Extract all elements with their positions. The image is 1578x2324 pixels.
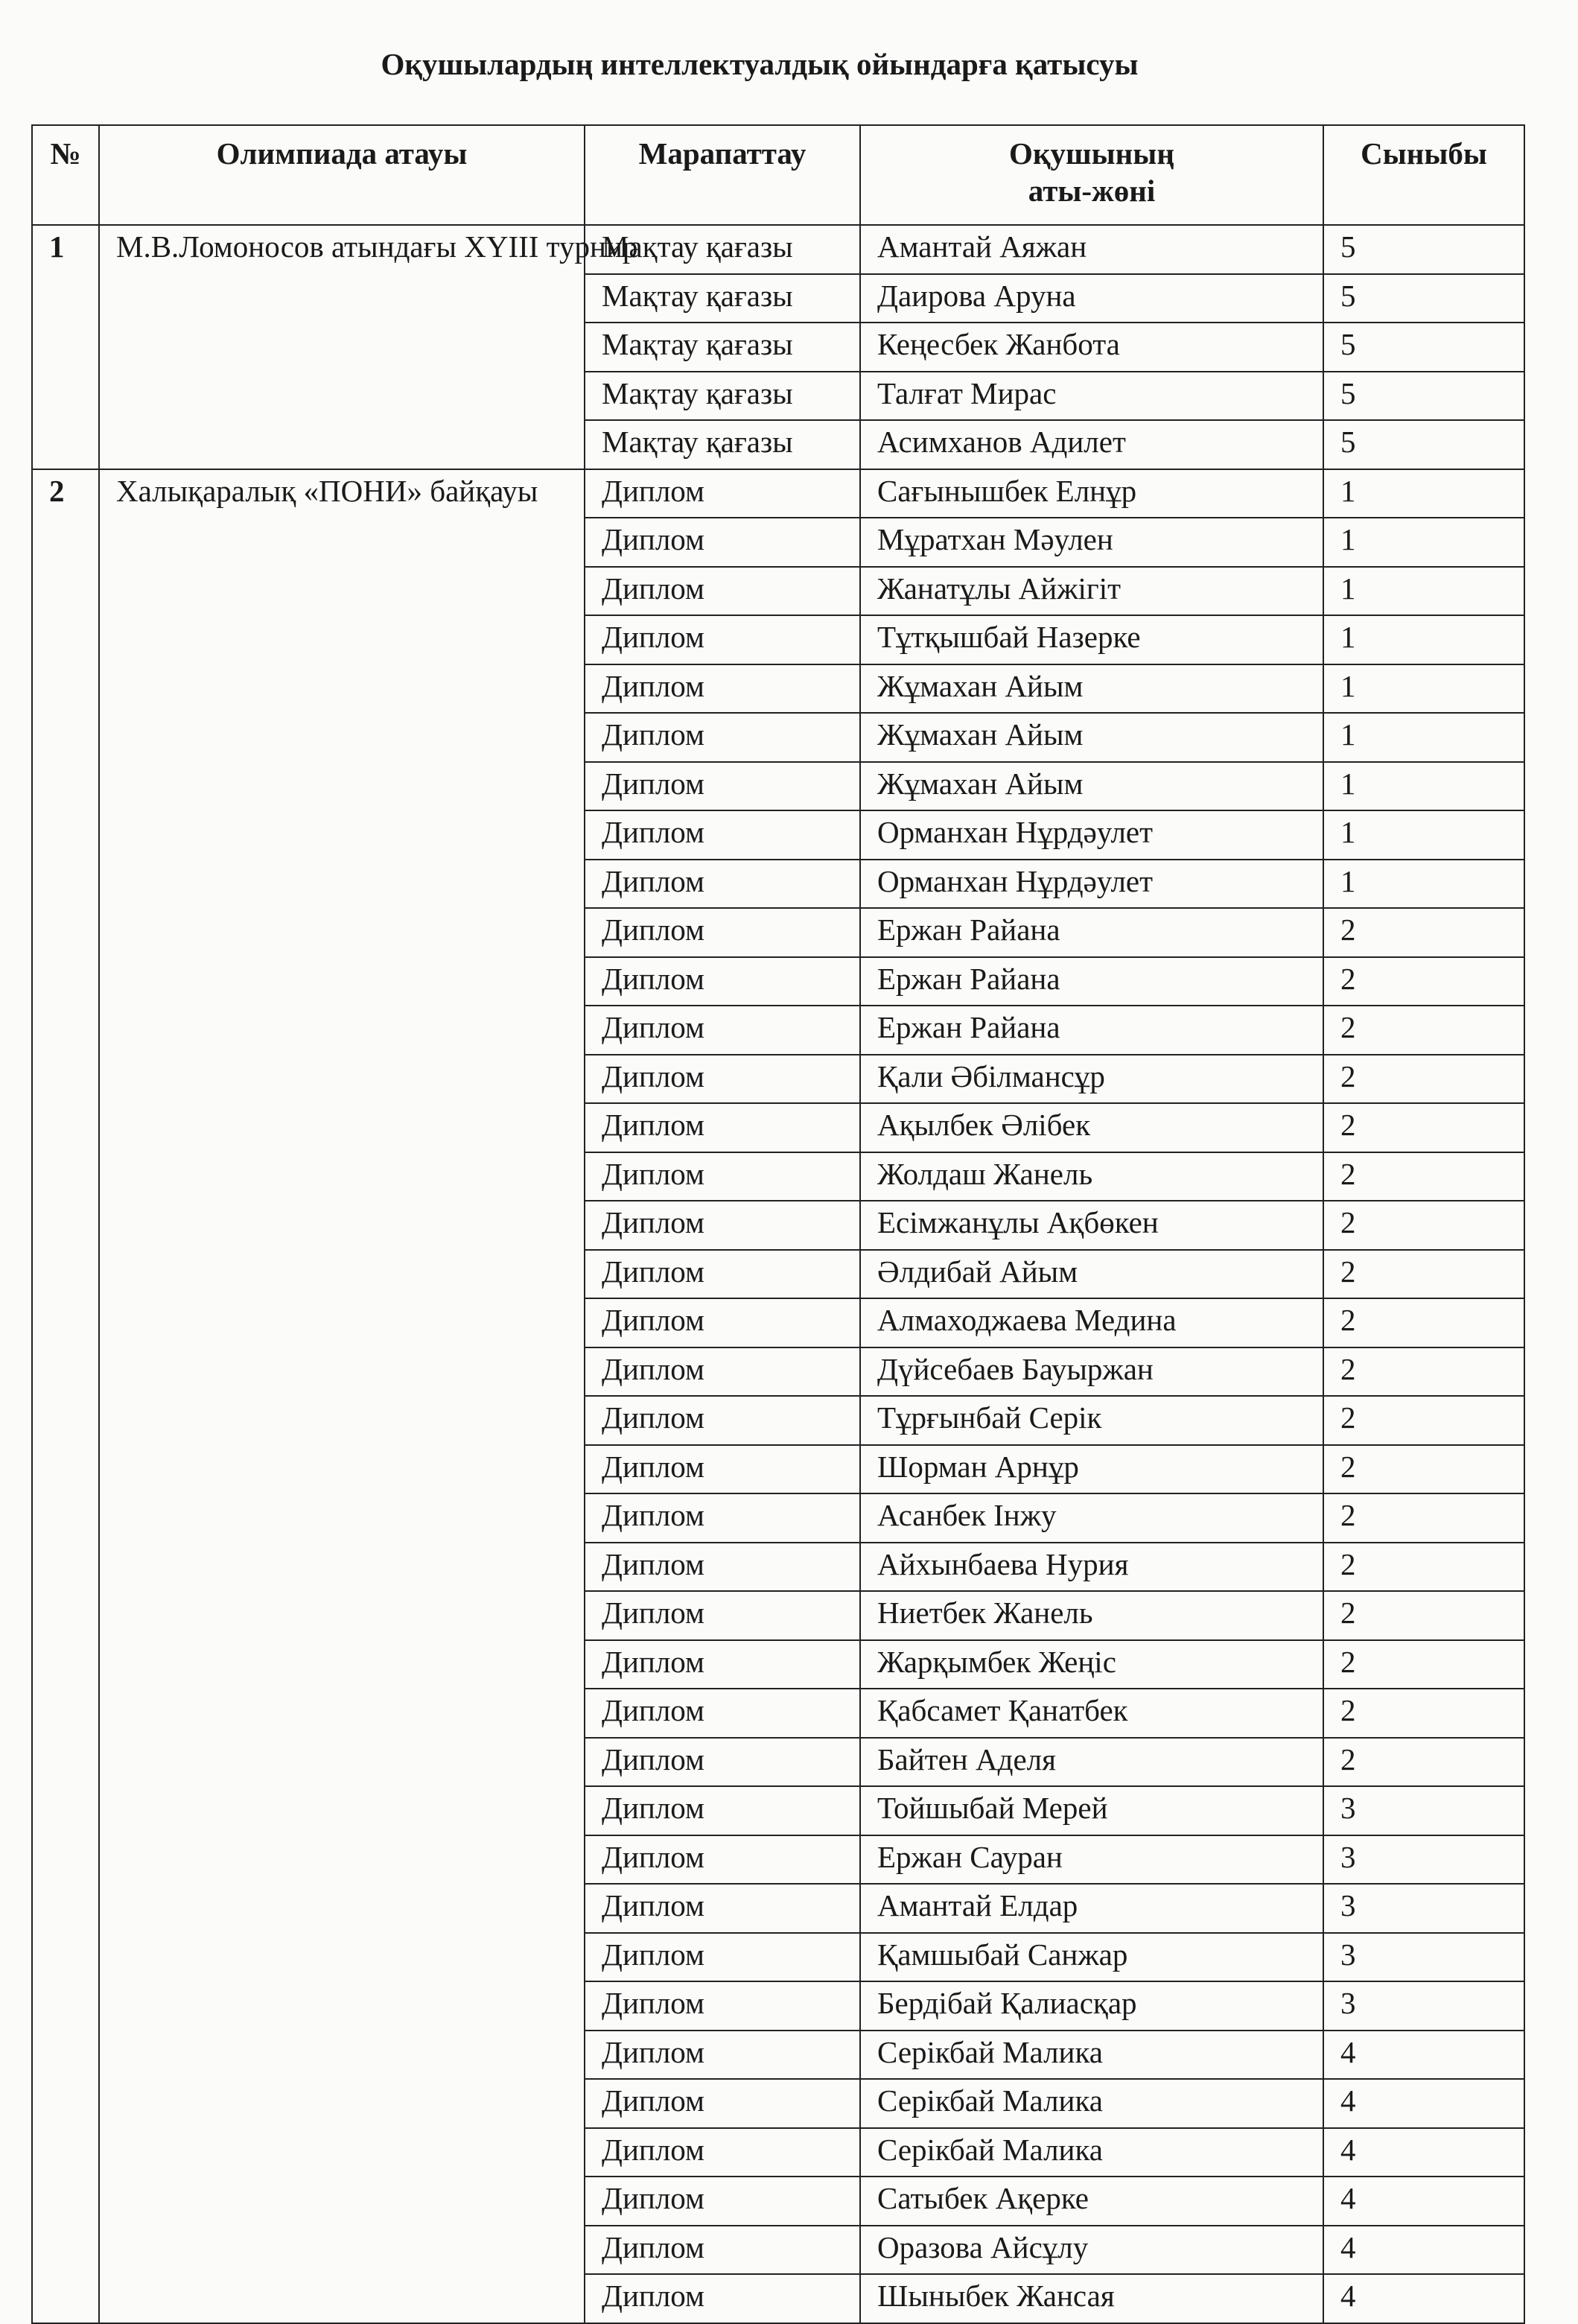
award-cell: Диплом <box>585 1981 860 2031</box>
header-grade: Сыныбы <box>1323 125 1524 225</box>
grade-cell: 2 <box>1323 1152 1524 1201</box>
grade-cell: 2 <box>1323 1298 1524 1347</box>
award-cell: Диплом <box>585 567 860 616</box>
award-cell: Диплом <box>585 1103 860 1152</box>
grade-cell: 3 <box>1323 1933 1524 1982</box>
grade-cell: 1 <box>1323 810 1524 860</box>
student-name-cell: Дүйсебаев Бауыржан <box>860 1347 1323 1397</box>
student-name-cell: Ақылбек Әлібек <box>860 1103 1323 1152</box>
award-cell: Диплом <box>585 1689 860 1738</box>
award-cell: Диплом <box>585 2079 860 2128</box>
header-number: № <box>32 125 99 225</box>
student-name-cell: Сағынышбек Елнұр <box>860 469 1323 518</box>
award-cell: Диплом <box>585 1835 860 1885</box>
student-name-cell: Талғат Мирас <box>860 372 1323 421</box>
grade-cell: 2 <box>1323 1445 1524 1494</box>
student-name-cell: Жұмахан Айым <box>860 713 1323 762</box>
award-cell: Диплом <box>585 1201 860 1250</box>
grade-cell: 3 <box>1323 1981 1524 2031</box>
student-name-cell: Кеңесбек Жанбота <box>860 323 1323 372</box>
grade-cell: 4 <box>1323 2128 1524 2177</box>
student-name-cell: Шорман Арнұр <box>860 1445 1323 1494</box>
student-name-cell: Сатыбек Ақерке <box>860 2177 1323 2226</box>
grade-cell: 2 <box>1323 1347 1524 1397</box>
grade-cell: 1 <box>1323 664 1524 714</box>
grade-cell: 2 <box>1323 1689 1524 1738</box>
student-name-cell: Ержан Сауран <box>860 1835 1323 1885</box>
award-cell: Диплом <box>585 2128 860 2177</box>
student-name-cell: Қали Әбілмансұр <box>860 1055 1323 1104</box>
grade-cell: 3 <box>1323 1884 1524 1933</box>
award-cell: Диплом <box>585 1396 860 1445</box>
student-name-cell: Қамшыбай Санжар <box>860 1933 1323 1982</box>
grade-cell: 4 <box>1323 2226 1524 2275</box>
grade-cell: 2 <box>1323 1640 1524 1689</box>
grade-cell: 4 <box>1323 2274 1524 2323</box>
student-name-cell: Әлдибай Айым <box>860 1250 1323 1299</box>
student-name-cell: Асанбек Інжу <box>860 1493 1323 1543</box>
student-name-cell: Орманхан Нұрдәулет <box>860 860 1323 909</box>
header-student-name: Оқушының аты-жөні <box>860 125 1323 225</box>
grade-cell: 2 <box>1323 1103 1524 1152</box>
award-cell: Диплом <box>585 1493 860 1543</box>
header-olympiad: Олимпиада атауы <box>99 125 585 225</box>
award-cell: Диплом <box>585 713 860 762</box>
student-name-cell: Жанатұлы Айжігіт <box>860 567 1323 616</box>
award-cell: Диплом <box>585 1591 860 1640</box>
award-cell: Диплом <box>585 2177 860 2226</box>
award-cell: Диплом <box>585 469 860 518</box>
student-name-cell: Ниетбек Жанель <box>860 1591 1323 1640</box>
grade-cell: 4 <box>1323 2031 1524 2080</box>
student-name-cell: Амантай Елдар <box>860 1884 1323 1933</box>
award-cell: Диплом <box>585 1347 860 1397</box>
award-cell: Диплом <box>585 2226 860 2275</box>
award-cell: Диплом <box>585 1786 860 1835</box>
grade-cell: 1 <box>1323 567 1524 616</box>
grade-cell: 1 <box>1323 713 1524 762</box>
student-name-cell: Жарқымбек Жеңіс <box>860 1640 1323 1689</box>
grade-cell: 2 <box>1323 1543 1524 1592</box>
student-name-cell: Жұмахан Айым <box>860 762 1323 811</box>
award-cell: Диплом <box>585 1250 860 1299</box>
student-name-cell: Серікбай Малика <box>860 2128 1323 2177</box>
award-cell: Диплом <box>585 1884 860 1933</box>
grade-cell: 1 <box>1323 615 1524 664</box>
grade-cell: 2 <box>1323 1006 1524 1055</box>
olympiad-number: 1 <box>32 225 99 469</box>
student-name-cell: Мұратхан Мәулен <box>860 518 1323 567</box>
student-name-cell: Ержан Райана <box>860 1006 1323 1055</box>
student-name-cell: Жолдаш Жанель <box>860 1152 1323 1201</box>
student-name-cell: Тойшыбай Мерей <box>860 1786 1323 1835</box>
student-name-cell: Алмаходжаева Медина <box>860 1298 1323 1347</box>
award-cell: Диплом <box>585 1543 860 1592</box>
award-cell: Диплом <box>585 1152 860 1201</box>
table-row <box>32 225 1524 274</box>
award-cell: Мақтау қағазы <box>585 420 860 469</box>
award-cell: Диплом <box>585 1298 860 1347</box>
student-name-cell: Ержан Райана <box>860 908 1323 957</box>
student-name-cell: Оразова Айсұлу <box>860 2226 1323 2275</box>
award-cell: Диплом <box>585 1006 860 1055</box>
student-name-cell: Бердібай Қалиасқар <box>860 1981 1323 2031</box>
table-body <box>32 225 1524 2323</box>
grade-cell: 5 <box>1323 323 1524 372</box>
award-cell: Диплом <box>585 2031 860 2080</box>
student-name-cell: Байтен Аделя <box>860 1738 1323 1787</box>
student-name-cell: Ержан Райана <box>860 957 1323 1006</box>
award-cell: Диплом <box>585 2274 860 2323</box>
award-cell: Диплом <box>585 518 860 567</box>
grade-cell: 5 <box>1323 420 1524 469</box>
grade-cell: 2 <box>1323 1201 1524 1250</box>
grade-cell: 2 <box>1323 1738 1524 1787</box>
student-name-cell: Айхынбаева Нурия <box>860 1543 1323 1592</box>
award-cell: Диплом <box>585 664 860 714</box>
student-name-cell: Жұмахан Айым <box>860 664 1323 714</box>
grade-cell: 3 <box>1323 1786 1524 1835</box>
olympiad-results-table <box>31 124 1525 2324</box>
grade-cell: 2 <box>1323 908 1524 957</box>
olympiad-name: М.В.Ломоносов атындағы XYIII турнир <box>99 225 585 469</box>
award-cell: Диплом <box>585 810 860 860</box>
grade-cell: 1 <box>1323 762 1524 811</box>
award-cell: Диплом <box>585 1640 860 1689</box>
award-cell: Мақтау қағазы <box>585 372 860 421</box>
student-name-cell: Серікбай Малика <box>860 2079 1323 2128</box>
olympiad-name: Халықаралық «ПОНИ» байқауы <box>99 469 585 2323</box>
header-award: Марапаттау <box>585 125 860 225</box>
award-cell: Диплом <box>585 1445 860 1494</box>
header-row <box>32 125 1524 225</box>
award-cell: Мақтау қағазы <box>585 323 860 372</box>
award-cell: Диплом <box>585 908 860 957</box>
award-cell: Диплом <box>585 860 860 909</box>
award-cell: Диплом <box>585 1933 860 1982</box>
table-row <box>32 469 1524 518</box>
grade-cell: 2 <box>1323 1591 1524 1640</box>
award-cell: Мақтау қағазы <box>585 225 860 274</box>
student-name-cell: Асимханов Адилет <box>860 420 1323 469</box>
student-name-cell: Амантай Аяжан <box>860 225 1323 274</box>
student-name-cell: Шыныбек Жансая <box>860 2274 1323 2323</box>
student-name-cell: Тұтқышбай Назерке <box>860 615 1323 664</box>
grade-cell: 2 <box>1323 1493 1524 1543</box>
grade-cell: 2 <box>1323 1055 1524 1104</box>
award-cell: Диплом <box>585 957 860 1006</box>
award-cell: Мақтау қағазы <box>585 274 860 323</box>
grade-cell: 1 <box>1323 518 1524 567</box>
grade-cell: 3 <box>1323 1835 1524 1885</box>
grade-cell: 5 <box>1323 372 1524 421</box>
student-name-cell: Серікбай Малика <box>860 2031 1323 2080</box>
page-title: Оқушылардың интеллектуалдық ойындарға қатысуы <box>381 47 1139 81</box>
grade-cell: 2 <box>1323 1250 1524 1299</box>
grade-cell: 2 <box>1323 1396 1524 1445</box>
grade-cell: 1 <box>1323 469 1524 518</box>
grade-cell: 4 <box>1323 2177 1524 2226</box>
olympiad-number: 2 <box>32 469 99 2323</box>
student-name-cell: Есімжанұлы Ақбөкен <box>860 1201 1323 1250</box>
grade-cell: 1 <box>1323 860 1524 909</box>
student-name-cell: Орманхан Нұрдәулет <box>860 810 1323 860</box>
grade-cell: 5 <box>1323 274 1524 323</box>
grade-cell: 4 <box>1323 2079 1524 2128</box>
grade-cell: 2 <box>1323 957 1524 1006</box>
student-name-cell: Тұрғынбай Серік <box>860 1396 1323 1445</box>
student-name-cell: Қабсамет Қанатбек <box>860 1689 1323 1738</box>
award-cell: Диплом <box>585 615 860 664</box>
student-name-cell: Даирова Аруна <box>860 274 1323 323</box>
award-cell: Диплом <box>585 1738 860 1787</box>
award-cell: Диплом <box>585 762 860 811</box>
grade-cell: 5 <box>1323 225 1524 274</box>
award-cell: Диплом <box>585 1055 860 1104</box>
